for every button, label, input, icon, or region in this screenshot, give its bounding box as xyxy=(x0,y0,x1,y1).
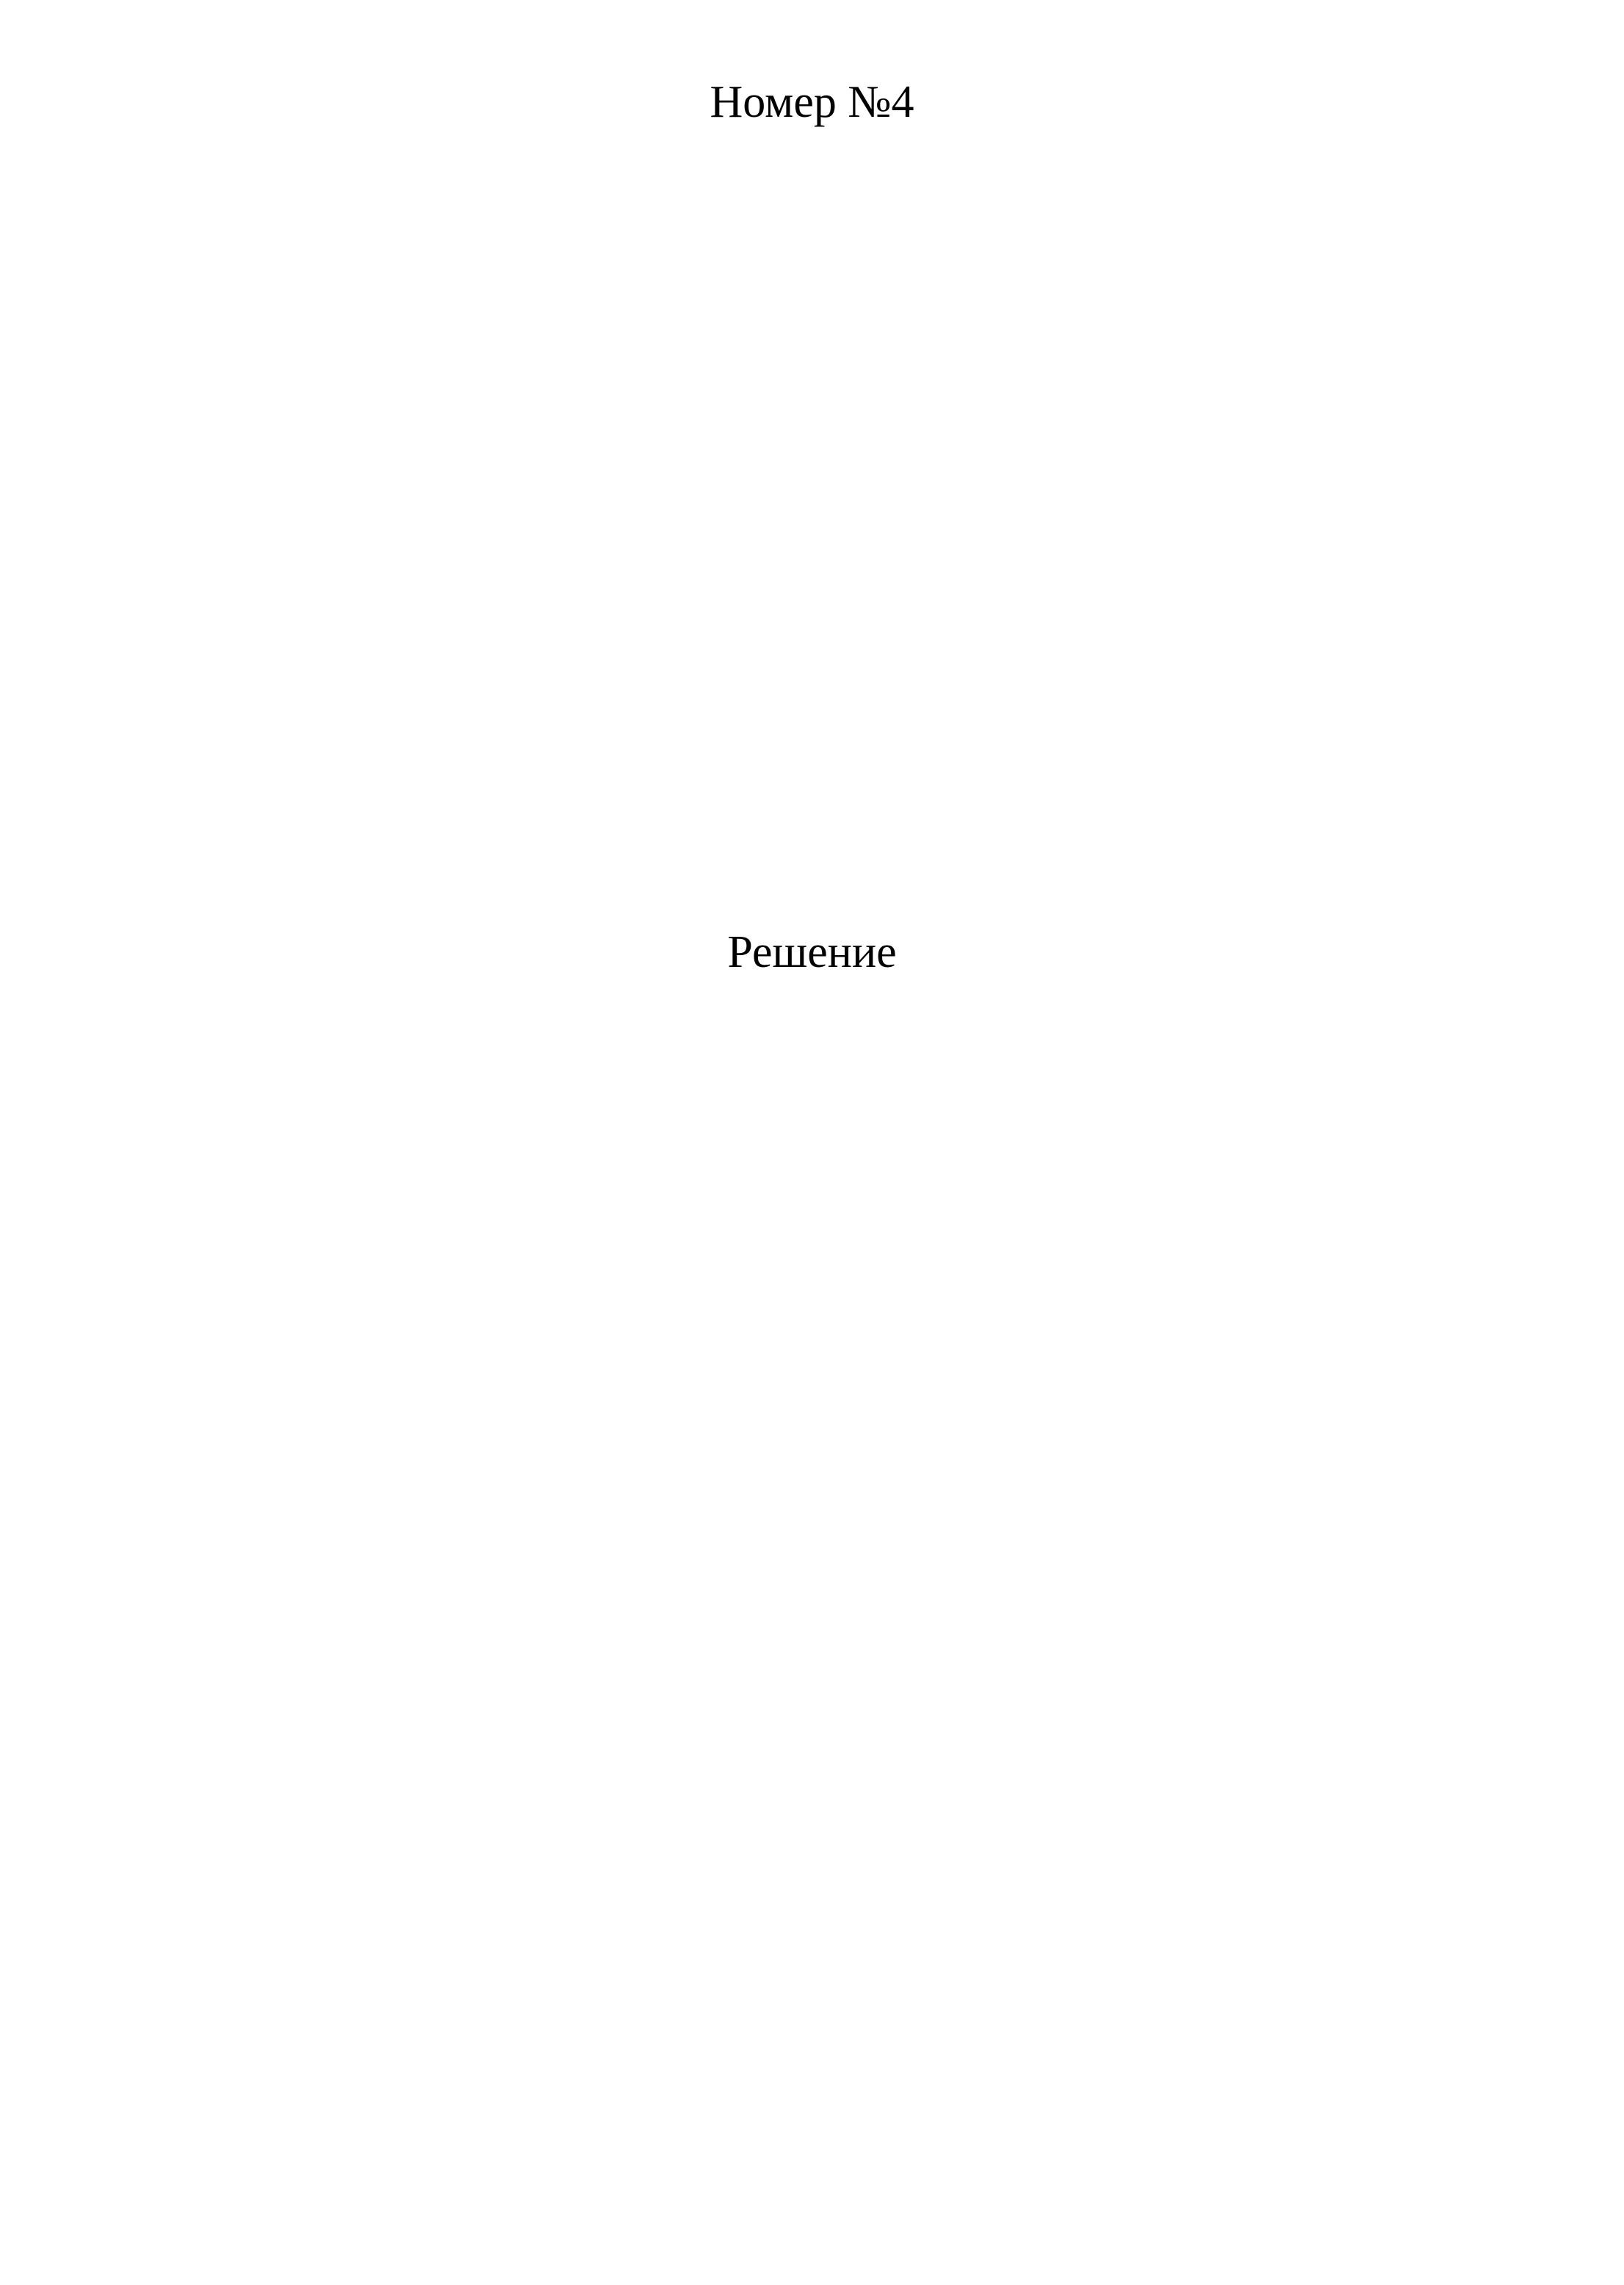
solution-heading: Решение xyxy=(727,927,897,977)
page-title: Номер №4 xyxy=(710,77,914,127)
